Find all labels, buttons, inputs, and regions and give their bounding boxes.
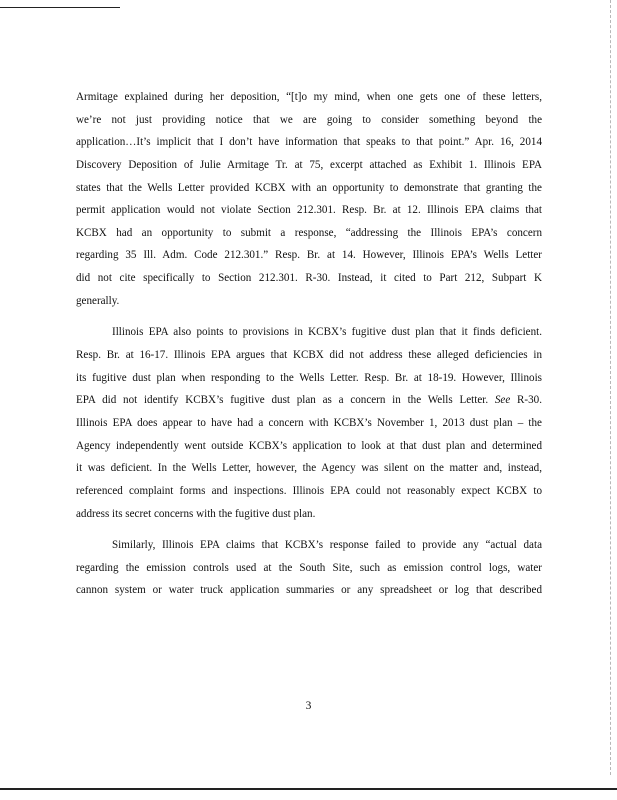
text-line: Agency independently went outside KCBX’s application to look at that dust plan and determined [76, 439, 542, 452]
text-line: regarding 35 Ill. Adm. Code 212.301.” Resp. Br. at 14. However, Illinois EPA’s Wells Letter [76, 249, 542, 262]
text-line: generally. [76, 294, 120, 307]
text-line: cannon system or water truck application summaries or any spreadsheet or log that described [76, 584, 542, 597]
text-line: Discovery Deposition of Julie Armitage Tr. at 75, excerpt attached as Exhibit 1. Illinois EPA [76, 158, 542, 171]
paragraph-2 [76, 321, 542, 525]
text-line: it was deficient. In the Wells Letter, however, the Agency was silent on the matter and, instead, [76, 462, 542, 475]
text-line: permit application would not violate Section 212.301. Resp. Br. at 12. Illinois EPA claims that [76, 204, 542, 217]
text-line: Armitage explained during her deposition, “[t]o my mind, when one gets one of these letters, [76, 91, 542, 103]
top-rule [0, 7, 120, 8]
text-line: Illinois EPA also points to provisions in KCBX’s fugitive dust plan that it finds deficient. [112, 326, 542, 339]
text-line: states that the Wells Letter provided KCBX with an opportunity to demonstrate that granting the [76, 181, 542, 194]
text-line: did not cite specifically to Section 212.301. R-30. Instead, it cited to Part 212, Subpart K [76, 272, 542, 285]
text-line: address its secret concerns with the fugitive dust plan. [76, 507, 316, 520]
text-line: KCBX had an opportunity to submit a response, “addressing the Illinois EPA’s concern [76, 226, 542, 239]
text-line: we’re not just providing notice that we are going to consider something beyond the [76, 113, 542, 126]
page-number: 3 [305, 700, 312, 712]
text-line: Illinois EPA does appear to have had a concern with KCBX’s November 1, 2013 dust plan – the [76, 416, 542, 429]
text-line: application…It’s implicit that I don’t have information that speaks to that point.” Apr. 16, 2014 [76, 136, 542, 149]
text-line: Resp. Br. at 16-17. Illinois EPA argues that KCBX did not address these alleged deficiencies in [76, 349, 542, 362]
text-line: Similarly, Illinois EPA claims that KCBX’s response failed to provide any “actual data [112, 539, 542, 552]
text-line: its fugitive dust plan when responding to the Wells Letter. Resp. Br. at 18-19. However, Illinois [76, 371, 542, 384]
paragraph-1 [76, 86, 542, 312]
text-line: regarding the emission controls used at the South Site, such as emission control logs, water [76, 561, 542, 574]
text-line: referenced complaint forms and inspections. Illinois EPA could not reasonably expect KCBX to [76, 484, 542, 497]
bottom-rule [0, 788, 617, 790]
scan-edge [608, 0, 611, 775]
paragraph-3 [76, 534, 542, 602]
document-body [76, 86, 542, 602]
text-line: EPA did not identify KCBX’s fugitive dust plan as a concern in the Wells Letter. See R-30. [76, 394, 542, 407]
